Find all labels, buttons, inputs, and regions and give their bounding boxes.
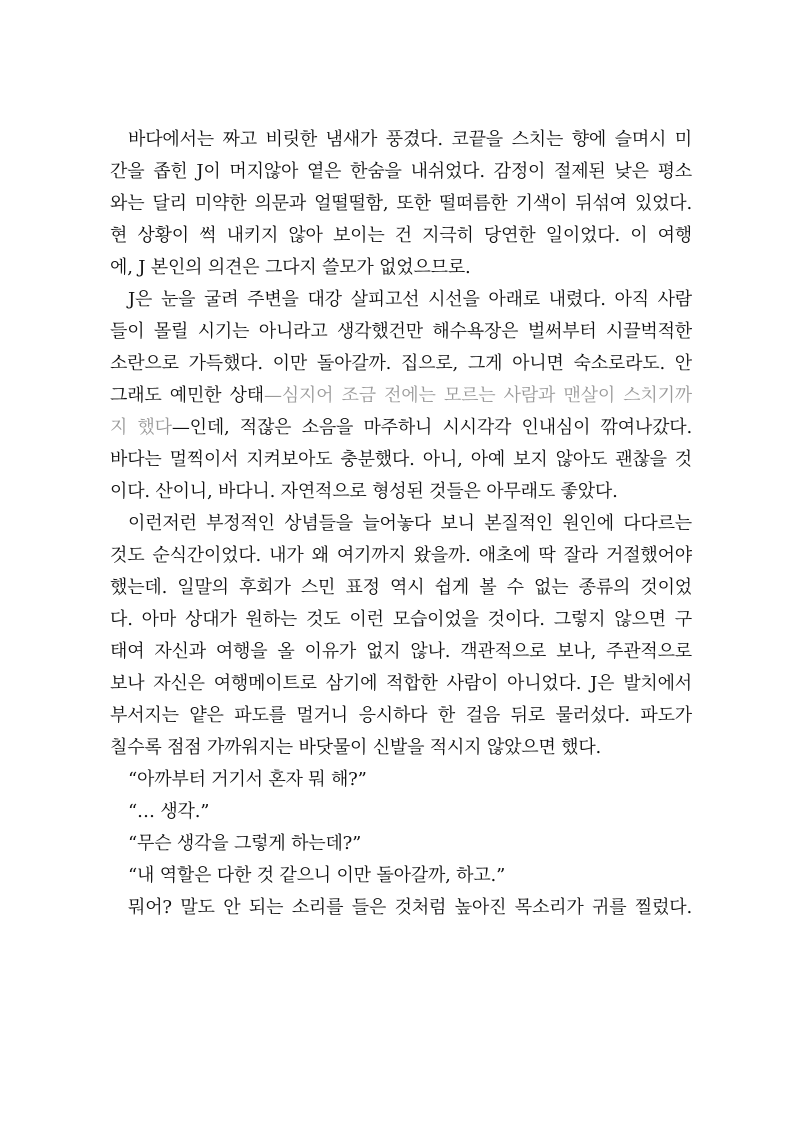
text-line [110, 444, 692, 476]
text-segment: 보나 자신은 여행메이트로 삼기에 적합한 사람이 아니었다. J은 발치에서 [110, 673, 692, 694]
text-line [110, 700, 692, 732]
text-line [110, 316, 692, 348]
dimmed-text-segment: —심지어 조금 전에는 모르는 사람과 맨살이 스치기까 [263, 385, 692, 406]
text-segment: 바다에서는 짜고 비릿한 냄새가 풍겼다. 코끝을 스치는 향에 슬며시 미 [128, 129, 692, 150]
text-segment: 바다는 멀찍이서 지켜보아도 충분했다. 아니, 아예 보지 않아도 괜찮을 것 [110, 449, 692, 470]
text-segment: “… 생각.” [128, 801, 210, 822]
text-line [110, 764, 692, 796]
text-line [110, 380, 692, 412]
text-line [110, 284, 692, 316]
text-segment: 뭐어? 말도 안 되는 소리를 들은 것처럼 높아진 목소리가 귀를 찔렀다. [128, 897, 692, 918]
text-segment: 칠수록 점점 가까워지는 바닷물이 신발을 적시지 않았으면 했다. [110, 737, 602, 758]
text-line [110, 796, 692, 828]
text-segment: J은 눈을 굴려 주변을 대강 살피고선 시선을 아래로 내렸다. 아직 사람 [128, 289, 692, 310]
text-line [110, 220, 692, 252]
text-line [110, 732, 692, 764]
dimmed-text-segment: 지 했다 [110, 417, 172, 438]
text-line [110, 508, 692, 540]
text-line [110, 828, 692, 860]
text-line [110, 412, 692, 444]
text-line [110, 124, 692, 156]
text-segment: “무슨 생각을 그렇게 하는데?” [128, 833, 362, 854]
text-line [110, 348, 692, 380]
text-line [110, 572, 692, 604]
text-segment: —인데, 적잖은 소음을 마주하니 시시각각 인내심이 깎여나갔다. [171, 417, 692, 438]
text-segment: “내 역할은 다한 것 같으니 이만 돌아갈까, 하고.” [128, 865, 506, 886]
text-segment: 와는 달리 미약한 의문과 얼떨떨함, 또한 떨떠름한 기색이 뒤섞여 있었다. [110, 193, 692, 214]
text-segment: 태여 자신과 여행을 올 이유가 없지 않나. 객관적으로 보나, 주관적으로 [110, 641, 692, 662]
text-segment: 간을 좁힌 J이 머지않아 옅은 한숨을 내쉬었다. 감정이 절제된 낮은 평소 [110, 161, 692, 182]
text-line [110, 476, 692, 508]
text-line [110, 892, 692, 924]
text-line [110, 604, 692, 636]
text-line [110, 636, 692, 668]
text-line [110, 860, 692, 892]
body-text [110, 124, 692, 924]
text-segment: 들이 몰릴 시기는 아니라고 생각했건만 해수욕장은 벌써부터 시끌벅적한 [110, 321, 692, 342]
text-segment: 그래도 예민한 상태 [110, 385, 264, 406]
text-line [110, 156, 692, 188]
text-segment: “아까부터 거기서 혼자 뭐 해?” [128, 769, 367, 790]
text-segment: 이다. 산이니, 바다니. 자연적으로 형성된 것들은 아무래도 좋았다. [110, 481, 618, 502]
text-segment: 소란으로 가득했다. 이만 돌아갈까. 집으로, 그게 아니면 숙소로라도. 안 [110, 353, 692, 374]
text-segment: 이런저런 부정적인 상념들을 늘어놓다 보니 본질적인 원인에 다다르는 [128, 513, 692, 534]
text-segment: 부서지는 얕은 파도를 멀거니 응시하다 한 걸음 뒤로 물러섰다. 파도가 [110, 705, 692, 726]
text-line [110, 668, 692, 700]
text-line [110, 188, 692, 220]
text-segment: 현 상황이 썩 내키지 않아 보이는 건 지극히 당연한 일이었다. 이 여행 [110, 225, 692, 246]
text-line [110, 540, 692, 572]
text-segment: 했는데. 일말의 후회가 스민 표정 역시 쉽게 볼 수 없는 종류의 것이었 [110, 577, 692, 598]
text-segment: 에, J 본인의 의견은 그다지 쓸모가 없었으므로. [110, 257, 471, 278]
text-segment: 다. 아마 상대가 원하는 것도 이런 모습이었을 것이다. 그렇지 않으면 구 [110, 609, 692, 630]
text-line [110, 252, 692, 284]
text-segment: 것도 순식간이었다. 내가 왜 여기까지 왔을까. 애초에 딱 잘라 거절했어야 [110, 545, 692, 566]
